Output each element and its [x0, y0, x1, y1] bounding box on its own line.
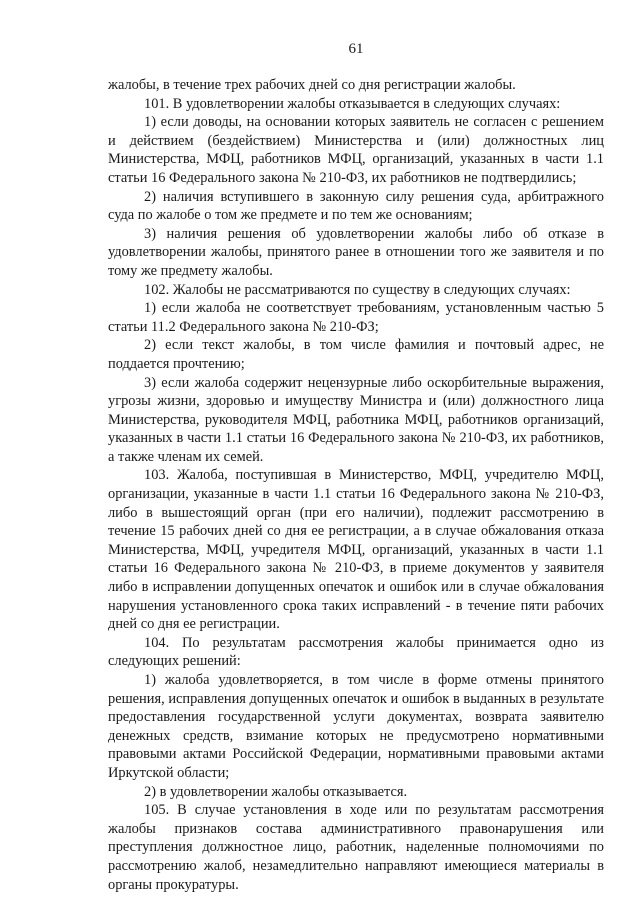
clause-104: 104. По результатам рассмотрения жалобы принимается одно из следующих решений:	[108, 634, 604, 670]
clause-105: 105. В случае установления в ходе или по результатам рассмотрения жалобы признаков состава административного правонарушения или преступления должностное лицо, работник, наделенные полномочиями по рассмотрению жалоб, незамедлительно направляют имеющиеся материалы в органы прокуратуры.	[108, 802, 604, 893]
clause-101-item-1: 1) если доводы, на основании которых заявитель не согласен с решением и действием (бездействием) Министерства и (или) должностных лиц Министерства, МФЦ, работников МФЦ, организаций, указанных в части 1.1 статьи 16 Федерального закона № 210-ФЗ, их работников не подтвердились;	[108, 114, 604, 186]
clause-101: 101. В удовлетворении жалобы отказывается в следующих случаях:	[144, 95, 561, 112]
page-number: 61	[348, 41, 364, 57]
clause-102: 102. Жалобы не рассматриваются по существу в следующих случаях:	[144, 281, 571, 298]
clause-103: 103. Жалоба, поступившая в Министерство, МФЦ, учредителю МФЦ, организации, указанные в части 1.1 статьи 16 Федерального закона № 210-ФЗ, либо в вышестоящий орган (при его наличии), подлежит рассмотрению в течение 15 рабочих дней со дня ее регистрации, а в случае обжалования отказа Министерства, МФЦ, учредителя МФЦ, организаций, указанных в части 1.1 статьи 16 Федерального закона № 210-ФЗ, в приеме документов у заявителя либо в исправлении допущенных опечаток и ошибок или в случае обжалования нарушения установленного срока таких исправлений - в течение пяти рабочих дней со дня ее регистрации.	[108, 467, 604, 633]
clause-102-item-1: 1) если жалоба не соответствует требованиям, установленным частью 5 статьи 11.2 Федерального закона № 210-ФЗ;	[108, 300, 604, 335]
clause-104-item-1: 1) жалоба удовлетворяется, в том числе в форме отмены принятого решения, исправления допущенных опечаток и ошибок в выданных в результате предоставления государственной услуги документах, возврата заявителю денежных средств, взимание которых не предусмотрено нормативными правовыми актами Российской Федерации, нормативными правовыми актами Иркутской области;	[108, 672, 604, 781]
clause-101-item-2: 2) наличия вступившего в законную силу решения суда, арбитражного суда по жалобе о том же предмете и по тем же основаниям;	[108, 188, 604, 224]
clause-102-item-2: 2) если текст жалобы, в том числе фамилия и почтовый адрес, не поддается прочтению;	[108, 337, 604, 372]
clause-104-item-2: 2) в удовлетворении жалобы отказывается.	[144, 783, 408, 800]
clause-101-item-3: 3) наличия решения об удовлетворении жалобы либо об отказе в удовлетворении жалобы, принятого ранее в отношении того же заявителя и по тому же предмету жалобы.	[108, 225, 604, 279]
paragraph-continuation: жалобы, в течение трех рабочих дней со дня регистрации жалобы.	[108, 77, 516, 93]
document-body	[108, 76, 604, 894]
clause-102-item-3: 3) если жалоба содержит нецензурные либо оскорбительные выражения, угрозы жизни, здоровью и имуществу Министра и (или) должностного лица Министерства, руководителя МФЦ, работника МФЦ, работников организаций, указанных в части 1.1 статьи 16 Федерального закона № 210-ФЗ, их работников, а также членам их семей.	[108, 374, 604, 465]
